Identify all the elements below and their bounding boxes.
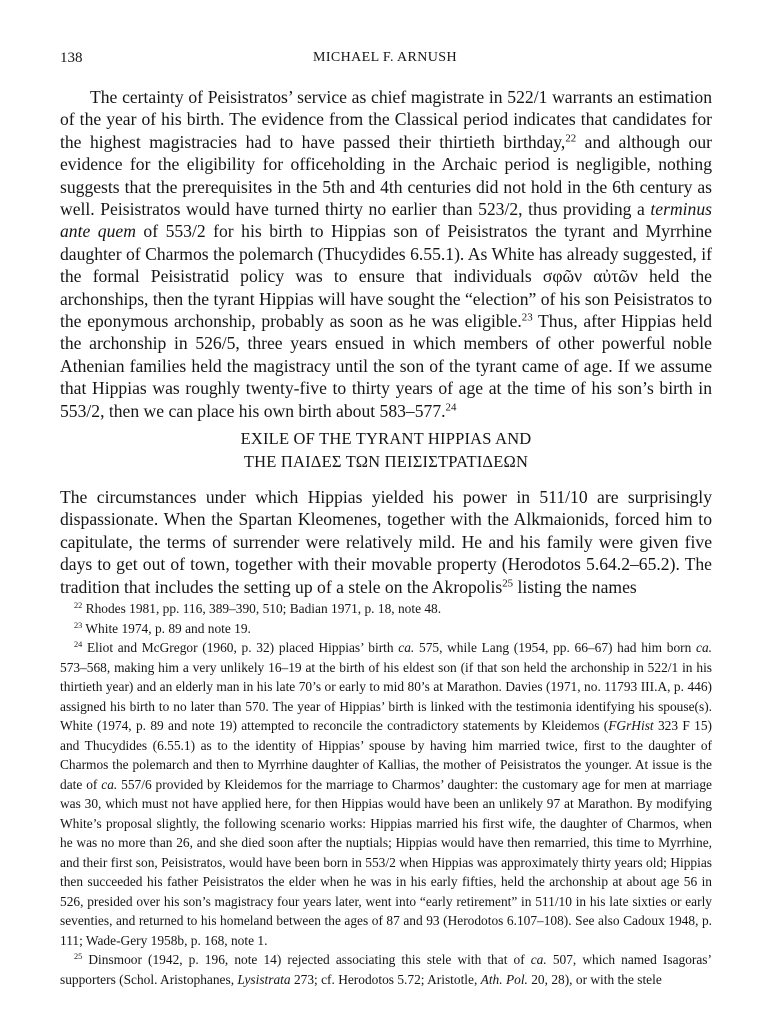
section-heading-line: EXILE OF THE TYRANT HIPPIAS AND: [240, 429, 532, 448]
footnote-text: 557/6 provided by Kleidemos for the marriage to Charmos’ daughter: the customary age for men at marriage was 30, which must not have applied here, for then Hippias would have been an unlikely 97 at Marathon. By modifying White’s proposal slightly, the following scenario works: Hippias married his first wife, the daughter of Charmos, when he was no more than 26, and she died soon after the nuptials; Hippias would have then remarried, this time to Myrrhine, and their first son, Peisistratos, would have been born in 553/2 when Hippias was approximately thirty years old; Hippias then succeeded his father Peisistratos the elder when he was in his early fifties, held the archonship at about age 56 in 526, presided over his son’s magistracy four years later, went into “early retirement” in 511/10 in his late sixties or early seventies, and returned to his homeland between the ages of 87 and 93 (Herodotos 6.107–108). See also Cadoux 1948, p. 111; Wade-Gery 1958b, p. 168, note 1.: [60, 776, 713, 948]
section-heading: [60, 428, 712, 473]
footnote-number: 23: [74, 620, 83, 630]
paragraph-text: The circumstances under which Hippias yielded his power in 511/10 are surprisingly dispassionate. When the Spartan Kleomenes, together with the Alkmaionids, forced him to capitulate, the terms of surrender were relatively mild. He and his family were given five days to get out of town, together with their movable property (Herodotos 5.64.2–65.2). The tradition that includes the setting up of a stele on the Akropolis: [60, 487, 712, 597]
footnote-22: [60, 599, 712, 619]
page-number: 138: [60, 50, 83, 66]
footnote-25: [60, 950, 712, 989]
footnote-number: 24: [74, 639, 83, 649]
footnote-text: Rhodes 1981, pp. 116, 389–390, 510; Badian 1971, p. 18, note 48.: [82, 601, 442, 616]
abbrev-circa: ca.: [696, 640, 712, 655]
body-paragraph-1: [60, 86, 712, 422]
footnote-text: Dinsmoor (1942, p. 196, note 14) rejected associating this stele with that of: [82, 952, 531, 967]
abbrev-circa: ca.: [101, 776, 118, 792]
footnote-24: [60, 638, 712, 950]
footnotes: [60, 599, 712, 989]
page-header: [60, 50, 710, 74]
abbrev-circa: ca.: [398, 640, 415, 655]
footnote-text: Eliot and McGregor (1960, p. 32) placed Hippias’ birth: [82, 640, 399, 655]
footnote-text: 507, which named Isagoras’ supporters (Schol. Aristophanes,: [60, 952, 712, 987]
footnote-text: White 1974, p. 89 and note 19.: [82, 620, 251, 636]
paragraph-text: The certainty of Peisistratos’ service as chief magistrate in 522/1 warrants an estimation of the year of his birth. The evidence from the Classical period indicates that candidates for the highest magistracies had to have passed their thirtieth birthday,: [60, 87, 712, 152]
footnote-number: 25: [74, 951, 83, 961]
footnote-text: 20, 28), or with the stele: [527, 971, 662, 987]
paragraph-text: of 553/2 for his birth to Hippias son of Peisistratos the tyrant and Myrrhine daughter of Charmos the polemarch (Thucydides 6.55.1). As White has already suggested, if the formal Peisistratid policy was to ensure that individuals σφῶν αὐτῶν held the archonships, then the tyrant Hippias will have sought the “election” of his son Peisistratos to the eponymous archonship, probably as soon as he was eligible.: [60, 221, 712, 332]
footnote-ref-24[interactable]: 24: [445, 400, 457, 413]
footnote-23: [60, 619, 712, 639]
paragraph-text: listing the names: [513, 576, 637, 597]
footnote-ref-25[interactable]: 25: [502, 576, 514, 589]
footnote-number: 22: [74, 600, 83, 610]
footnote-text: 573–568, making him a very unlikely 16–19 at the birth of his eldest son (if that son held the archonship in 522/1 in his thirtieth year) and an elderly man in his late 70’s or early to mid 80’s at Marathon. Davies (1971, no. 11793 III.A, p. 446) assigned his birth to no later than 570. The year of Hippias’ birth is linked with the testimonia identifying his spouse(s). White (1974, p. 89 and note 19) attempted to reconcile the contradictory statements by Kleidemos (: [60, 659, 712, 733]
footnote-text: 575, while Lang (1954, pp. 66–67) had him born: [414, 640, 696, 655]
paragraph-text: and although our evidence for the eligibility for officeholding in the Archaic period is negligible, nothing suggests that the prerequisites in the 5th and 4th centuries did not hold in the 6th century as well. Peisistratos would have turned thirty no earlier than 523/2, thus providing a: [60, 131, 713, 220]
citation-title: Lysistrata: [237, 971, 291, 987]
footnote-ref-22[interactable]: 22: [565, 132, 577, 145]
body-paragraph-2: [60, 486, 712, 598]
paragraph-text: Thus, after Hippias held the archonship in 526/5, three years ensued in which members of other powerful noble Athenian families held the magistracy until the son of the tyrant came of age. If we assume that Hippias was roughly twenty-five to thirty years of age at the time of his son’s birth in 553/2, then we can place his own birth about 583–577.: [60, 311, 713, 421]
latin-phrase: terminus ante quem: [60, 199, 712, 242]
footnote-text: 273; cf. Herodotos 5.72; Aristotle,: [290, 971, 481, 987]
section-heading-line: THE ΠΑΙΔΕΣ ΤΩΝ ΠΕΙΣΙΣΤΡΑΤΙΔΕΩΝ: [243, 451, 529, 471]
running-head: MICHAEL F. ARNUSH: [312, 50, 457, 65]
citation-title: Ath. Pol.: [480, 971, 528, 987]
abbrev-circa: ca.: [530, 952, 547, 967]
citation-title: FGrHist: [608, 718, 654, 733]
footnote-ref-23[interactable]: 23: [521, 311, 533, 324]
footnote-text: 323 F 15) and Thucydides (6.55.1) as to the identity of Hippias’ spouse by having him married twice, first to the daughter of Charmos the polemarch and then to Myrrhine daughter of Kallias, the mother of Peisistratos the younger. At issue is the date of: [60, 718, 712, 792]
